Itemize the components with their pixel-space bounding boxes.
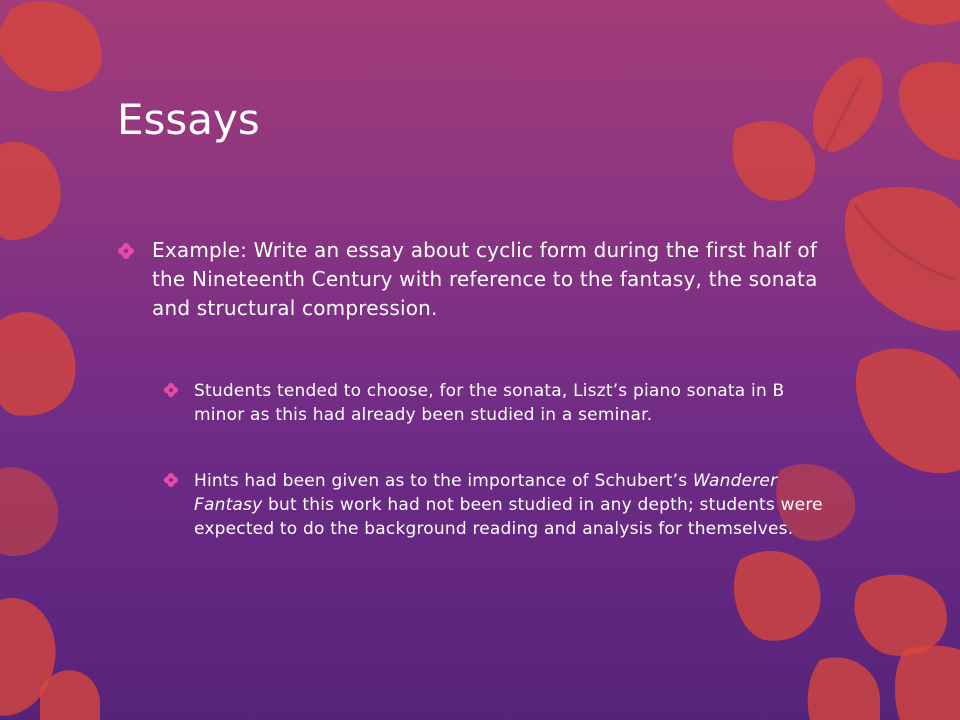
autumn-leaf-icon <box>732 0 960 201</box>
autumn-leaf-icon <box>734 551 960 720</box>
quatrefoil-bullet-icon <box>164 473 178 487</box>
sub-bullet-hints-before: Hints had been given as to the importance of Schubert’s <box>194 471 693 491</box>
bullet-text-example: Example: Write an essay about cyclic form during the first half of the Nineteenth Century with reference to the fantasy, the sonata and structural compression. <box>152 238 818 320</box>
slide-title: Essays <box>117 95 260 144</box>
autumn-leaf-icon <box>0 1 102 91</box>
autumn-leaf-icon <box>0 142 100 720</box>
sub-bullet-hints <box>194 469 824 541</box>
sub-bullet-hints-after: but this work had not been studied in any depth; students were expected to do the background reading and analysis for themselves. <box>194 495 823 539</box>
sub-bullet-students: Students tended to choose, for the sonata, Liszt’s piano sonata in B minor as this had already been studied in a seminar. <box>194 381 785 425</box>
quatrefoil-bullet-icon <box>164 383 178 397</box>
quatrefoil-bullet-icon <box>118 243 134 259</box>
work-title-italic: Wanderer Fantasy <box>194 471 778 515</box>
